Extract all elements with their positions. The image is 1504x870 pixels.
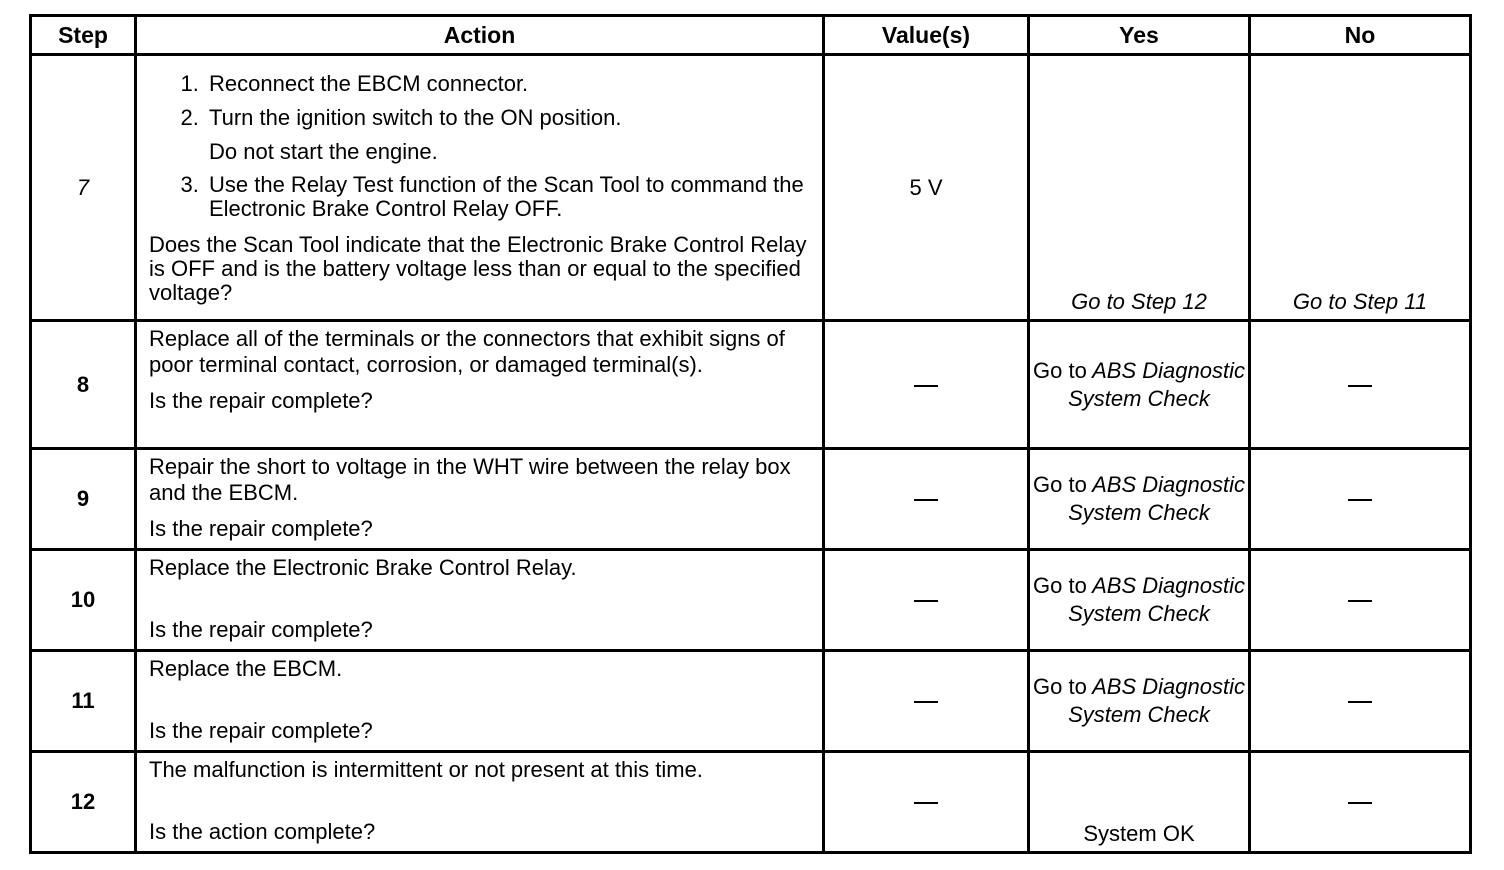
action-text: Repair the short to voltage in the WHT wire between the relay box and the EBCM.: [149, 454, 791, 505]
action-text: Replace the EBCM.: [149, 656, 343, 681]
value-cell: [824, 321, 1029, 449]
list-item: 1. Reconnect the EBCM connector.: [205, 71, 812, 97]
yes-cell: System OK: [1029, 752, 1250, 853]
no-cell: [1250, 321, 1471, 449]
dash-mark: [1348, 385, 1372, 387]
dash-mark: [1348, 499, 1372, 501]
action-cell: [136, 55, 824, 321]
header-values: Value(s): [824, 16, 1029, 55]
value-cell: [824, 651, 1029, 752]
yes-cell: [1029, 651, 1250, 752]
no-cell: [1250, 651, 1471, 752]
header-yes: Yes: [1029, 16, 1250, 55]
value-cell: [824, 752, 1029, 853]
diagnostic-table: [29, 14, 1472, 854]
table-row: [31, 449, 1471, 550]
yes-prefix: Go to: [1033, 573, 1087, 598]
yes-cell: Go to Step 12: [1029, 55, 1250, 321]
action-question: Is the repair complete?: [149, 617, 373, 642]
action-question: Is the repair complete?: [149, 388, 373, 413]
list-item: 3. Use the Relay Test function of the Scan Tool to command the Electronic Brake Control Relay OFF.: [205, 173, 812, 221]
action-text: Replace the Electronic Brake Control Relay.: [149, 555, 577, 580]
no-cell: [1250, 449, 1471, 550]
step-number: 8: [31, 321, 136, 449]
header-row: [31, 16, 1471, 55]
no-cell: [1250, 550, 1471, 651]
yes-cell: [1029, 321, 1250, 449]
step-number: 12: [31, 752, 136, 853]
yes-prefix: Go to: [1033, 472, 1087, 497]
dash-mark: [1348, 600, 1372, 602]
yes-ref: ABS Diagnostic System Check: [1068, 472, 1245, 525]
dash-mark: [914, 701, 938, 703]
step-number: 9: [31, 449, 136, 550]
table-row: [31, 321, 1471, 449]
yes-cell: [1029, 550, 1250, 651]
dash-mark: [1348, 701, 1372, 703]
yes-ref: ABS Diagnostic System Check: [1068, 357, 1245, 411]
header-action: Action: [136, 16, 824, 55]
action-cell: [136, 651, 824, 752]
dash-mark: [914, 600, 938, 602]
no-cell: [1250, 752, 1471, 853]
dash-mark: [914, 499, 938, 501]
action-cell: [136, 550, 824, 651]
header-step: Step: [31, 16, 136, 55]
action-text: The malfunction is intermittent or not present at this time.: [149, 757, 703, 782]
action-question: Is the repair complete?: [149, 718, 373, 743]
action-question: Does the Scan Tool indicate that the Electronic Brake Control Relay is OFF and is the battery voltage less than or equal to the specified voltage?: [149, 231, 807, 305]
table-row: [31, 55, 1471, 321]
value-cell: [824, 550, 1029, 651]
action-cell: [136, 752, 824, 853]
no-cell: Go to Step 11: [1250, 55, 1471, 321]
action-question: Is the repair complete?: [149, 516, 373, 541]
yes-prefix: Go to: [1033, 357, 1087, 383]
action-cell: [136, 321, 824, 449]
yes-ref: ABS Diagnostic System Check: [1068, 674, 1245, 727]
table-row: [31, 752, 1471, 853]
dash-mark: [914, 802, 938, 804]
step-number: 7: [31, 55, 136, 321]
yes-prefix: Go to: [1033, 674, 1087, 699]
table-row: [31, 550, 1471, 651]
action-text: Replace all of the terminals or the connectors that exhibit signs of poor terminal contact, corrosion, or damaged terminal(s).: [149, 326, 785, 377]
value-cell: 5 V: [824, 55, 1029, 321]
list-item: [205, 105, 812, 165]
value-cell: [824, 449, 1029, 550]
header-no: No: [1250, 16, 1471, 55]
list-item-note: Do not start the engine.: [209, 138, 438, 164]
dash-mark: [914, 385, 938, 387]
list-item-text: Turn the ignition switch to the ON position.: [209, 104, 622, 130]
action-question: Is the action complete?: [149, 819, 376, 844]
action-list: [149, 71, 812, 221]
step-number: 11: [31, 651, 136, 752]
yes-cell: [1029, 449, 1250, 550]
dash-mark: [1348, 802, 1372, 804]
action-cell: [136, 449, 824, 550]
table-row: [31, 651, 1471, 752]
step-number: 10: [31, 550, 136, 651]
yes-ref: ABS Diagnostic System Check: [1068, 573, 1245, 626]
